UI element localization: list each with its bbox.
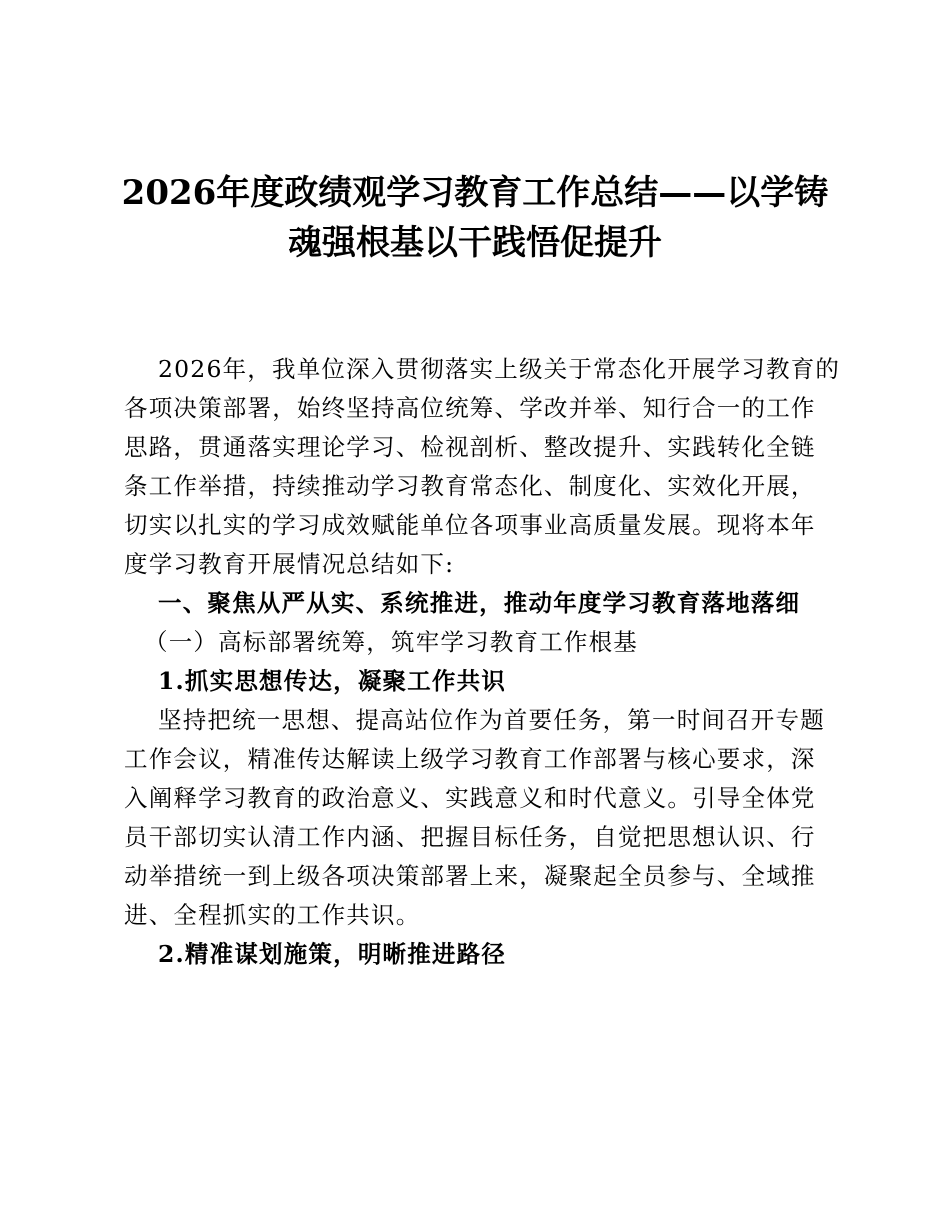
- item-paragraph-line: 进、全程抓实的工作共识。: [124, 901, 421, 929]
- intro-line: 切实以扎实的学习成效赋能单位各项事业高质量发展。现将本年: [124, 511, 816, 539]
- document-title: [100, 168, 850, 268]
- intro-line: 度学习教育开展情况总结如下:: [124, 550, 455, 578]
- item-paragraph-line: 工作会议，精准传达解读上级学习教育工作部署与核心要求，深: [124, 745, 816, 773]
- intro-line: 条工作举措，持续推动学习教育常态化、制度化、实效化开展，: [124, 472, 816, 500]
- intro-line: 思路，贯通落实理论学习、检视剖析、整改提升、实践转化全链: [124, 433, 816, 461]
- title-line: 2026年度政绩观学习教育工作总结——以学铸: [121, 173, 829, 213]
- section-heading: 一、聚焦从严从实、系统推进，推动年度学习教育落地落细: [158, 589, 801, 617]
- item-paragraph-line: 员干部切实认清工作内涵、把握目标任务，自觉把思想认识、行: [124, 823, 816, 851]
- intro-line: 各项决策部署，始终坚持高位统筹、学改并举、知行合一的工作: [124, 394, 816, 422]
- item-heading: 2.精准谋划施策，明晰推进路径: [158, 940, 507, 968]
- item-paragraph-line: 坚持把统一思想、提高站位作为首要任务，第一时间召开专题: [158, 706, 825, 734]
- item-heading: 1.抓实思想传达，凝聚工作共识: [158, 667, 507, 695]
- document-body: [124, 350, 841, 974]
- intro-line: 2026年，我单位深入贯彻落实上级关于常态化开展学习教育的: [158, 355, 841, 383]
- item-paragraph-line: 入阐释学习教育的政治意义、实践意义和时代意义。引导全体党: [124, 784, 816, 812]
- subsection-heading: （一）高标部署统筹，筑牢学习教育工作根基: [144, 628, 638, 656]
- item-paragraph-line: 动举措统一到上级各项决策部署上来，凝聚起全员参与、全域推: [124, 862, 816, 890]
- title-line: 魂强根基以干践悟促提升: [288, 223, 662, 263]
